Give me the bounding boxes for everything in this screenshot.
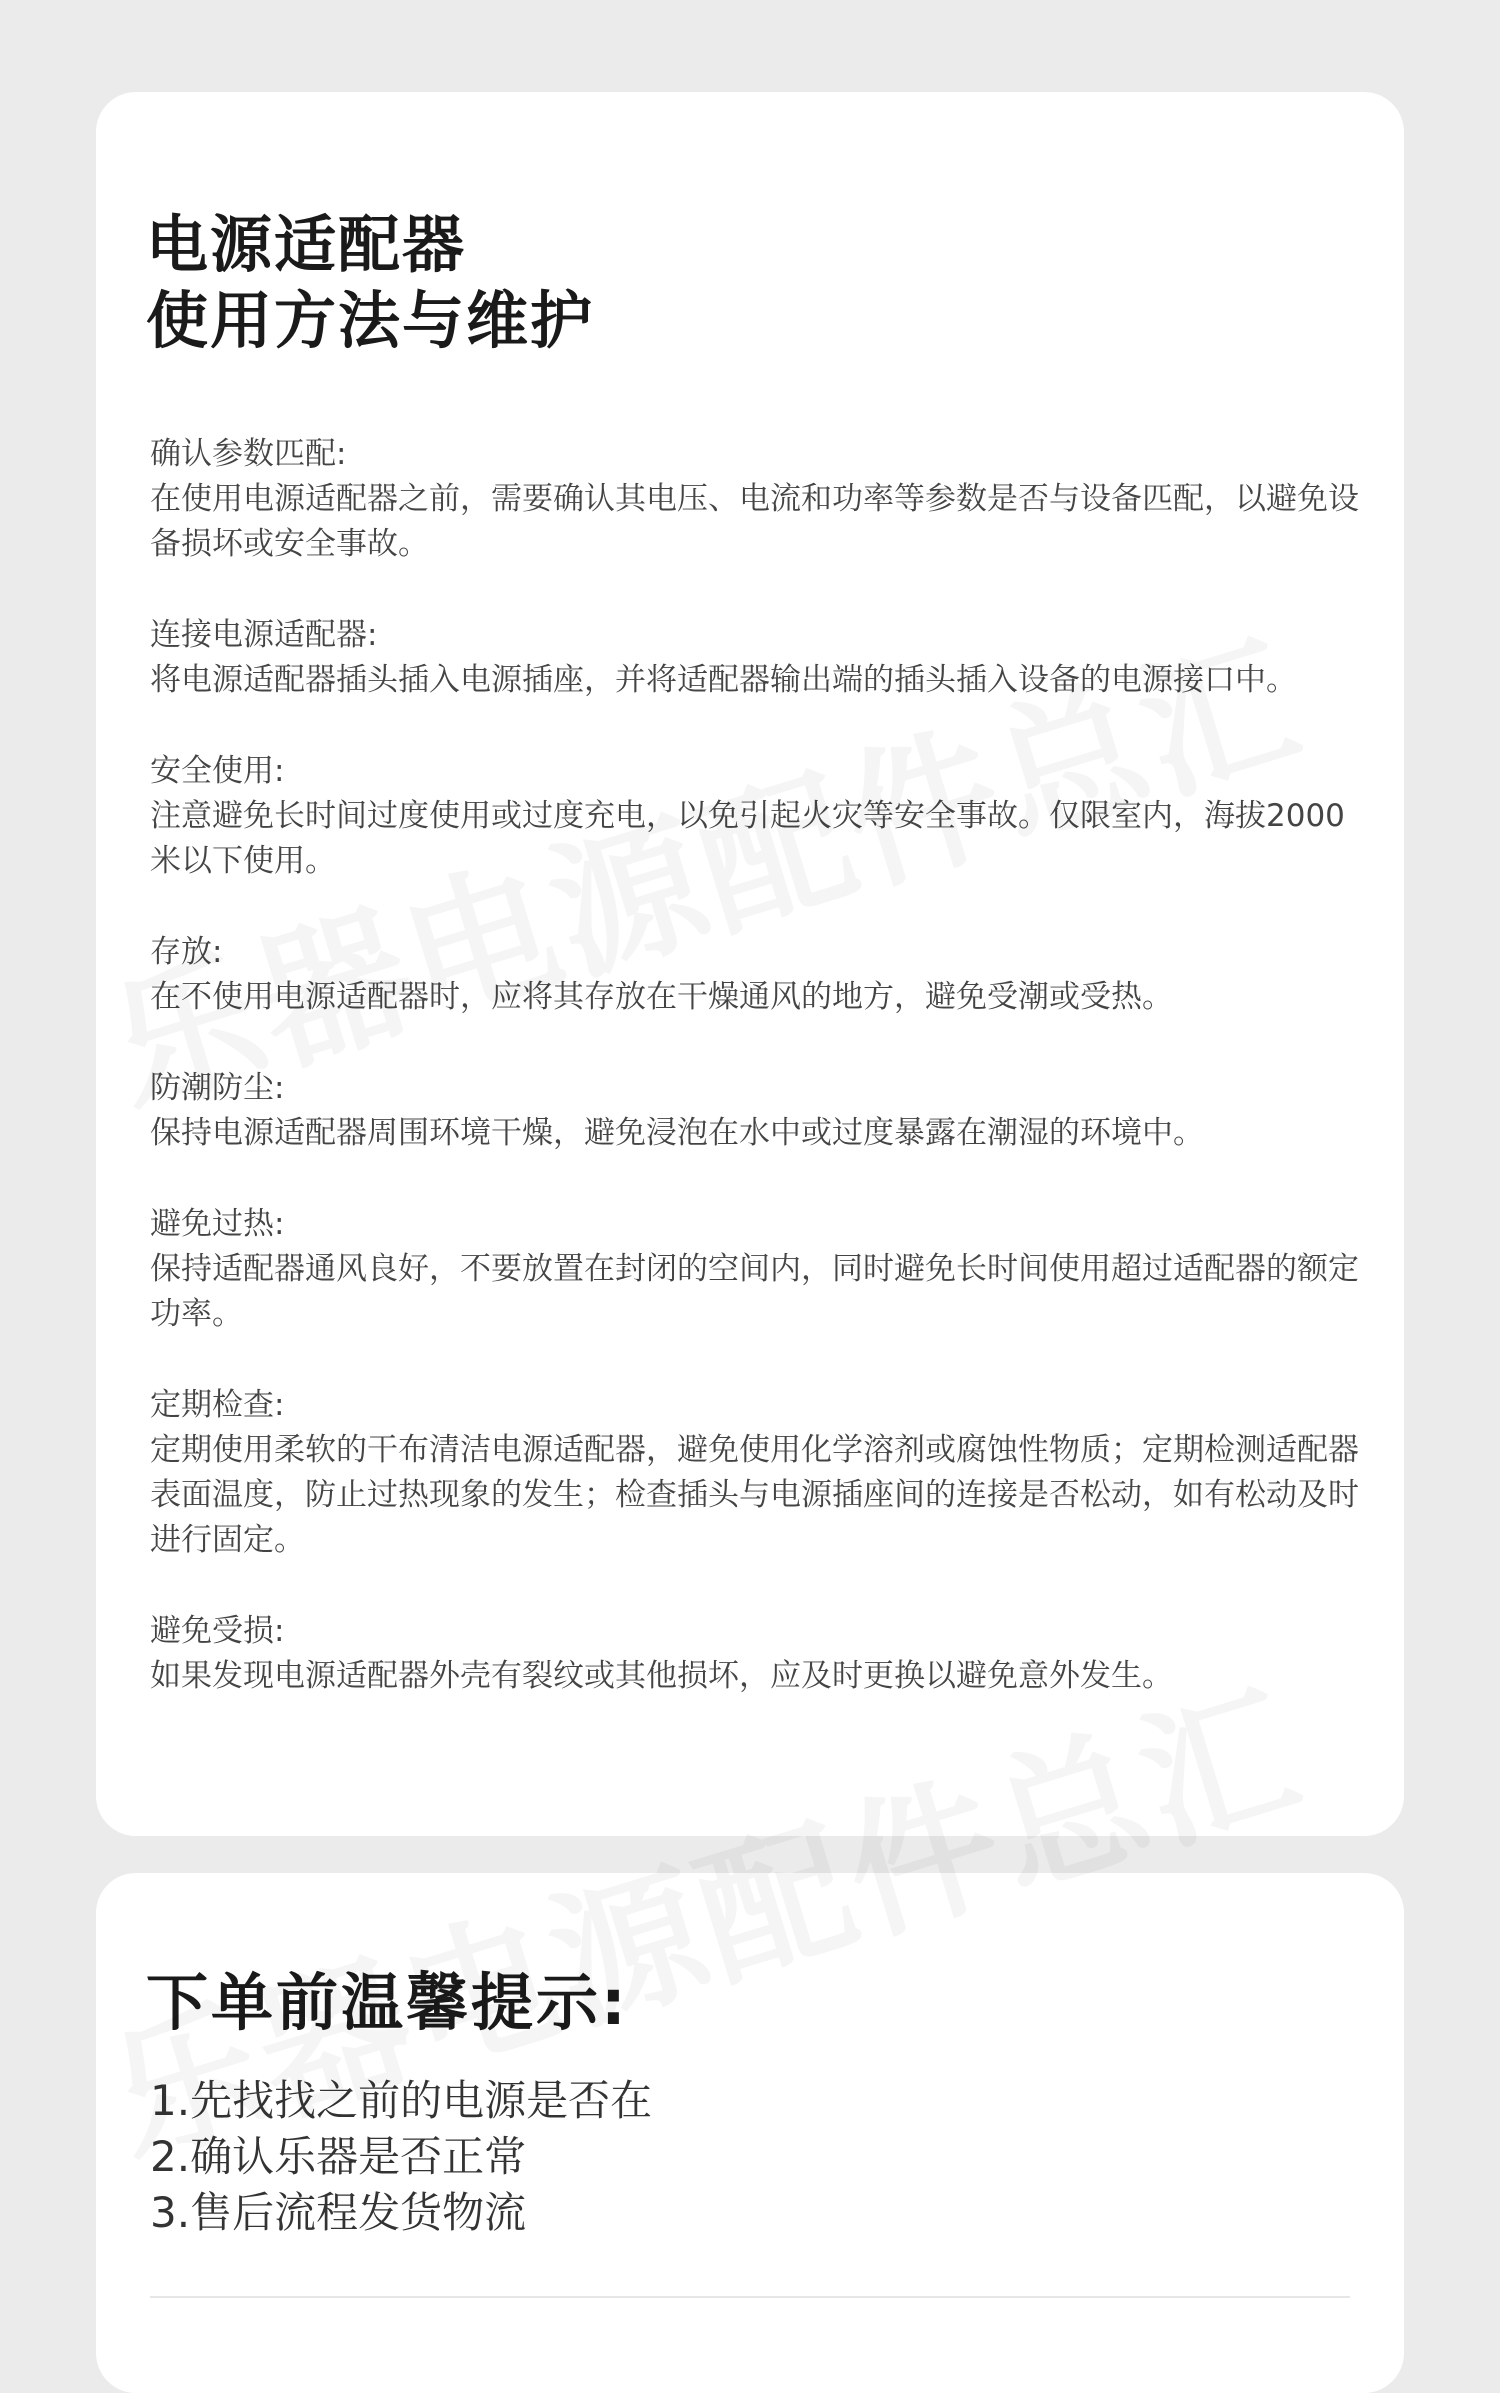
section-body: 保持适配器通风良好，不要放置在封闭的空间内，同时避免长时间使用超过适配器的额定功率。 (150, 1251, 1359, 1332)
section-heading: 连接电源适配器: (150, 617, 378, 653)
section-heading: 避免过热: (150, 1206, 285, 1242)
section-heading: 定期检查: (150, 1387, 285, 1423)
section-safe-use (150, 749, 1370, 884)
tip-item: 1.先找找之前的电源是否在 (150, 2076, 653, 2125)
section-confirm-params (150, 432, 1370, 567)
section-connect (150, 613, 1370, 703)
tips-list (150, 2073, 652, 2241)
tip-item: 3.售后流程发货物流 (150, 2188, 527, 2237)
section-body: 在使用电源适配器之前，需要确认其电压、电流和功率等参数是否与设备匹配，以避免设备损坏或安全事故。 (150, 481, 1359, 562)
tip-item: 2.确认乐器是否正常 (150, 2132, 527, 2181)
section-heading: 确认参数匹配: (150, 436, 347, 472)
usage-card (96, 92, 1404, 1836)
section-heading: 避免受损: (150, 1613, 285, 1649)
section-body: 定期使用柔软的干布清洁电源适配器，避免使用化学溶剂或腐蚀性物质；定期检测适配器表面温度，防止过热现象的发生；检查插头与电源插座间的连接是否松动，如有松动及时进行固定。 (150, 1432, 1359, 1558)
page-title (146, 207, 594, 359)
section-body: 在不使用电源适配器时，应将其存放在干燥通风的地方，避免受潮或受热。 (150, 979, 1173, 1015)
title-line-1: 电源适配器 (146, 208, 467, 281)
section-inspection (150, 1383, 1370, 1563)
section-damage (150, 1609, 1370, 1699)
section-heading: 存放: (150, 934, 223, 970)
title-line-2: 使用方法与维护 (146, 284, 595, 357)
section-body: 注意避免长时间过度使用或过度充电，以免引起火灾等安全事故。仅限室内，海拔2000米以下使用。 (150, 798, 1345, 879)
section-overheat (150, 1202, 1370, 1337)
section-heading: 防潮防尘: (150, 1070, 285, 1106)
section-heading: 安全使用: (150, 753, 285, 789)
tips-card (96, 1873, 1404, 2393)
section-body: 将电源适配器插头插入电源插座，并将适配器输出端的插头插入设备的电源接口中。 (150, 662, 1297, 698)
divider (150, 2296, 1350, 2298)
usage-sections (150, 432, 1370, 1745)
section-storage (150, 930, 1370, 1020)
section-moisture-dust (150, 1066, 1370, 1156)
section-body: 如果发现电源适配器外壳有裂纹或其他损坏，应及时更换以避免意外发生。 (150, 1658, 1173, 1694)
section-body: 保持电源适配器周围环境干燥，避免浸泡在水中或过度暴露在潮湿的环境中。 (150, 1115, 1204, 1151)
tips-title: 下单前温馨提示: (146, 1966, 629, 2039)
